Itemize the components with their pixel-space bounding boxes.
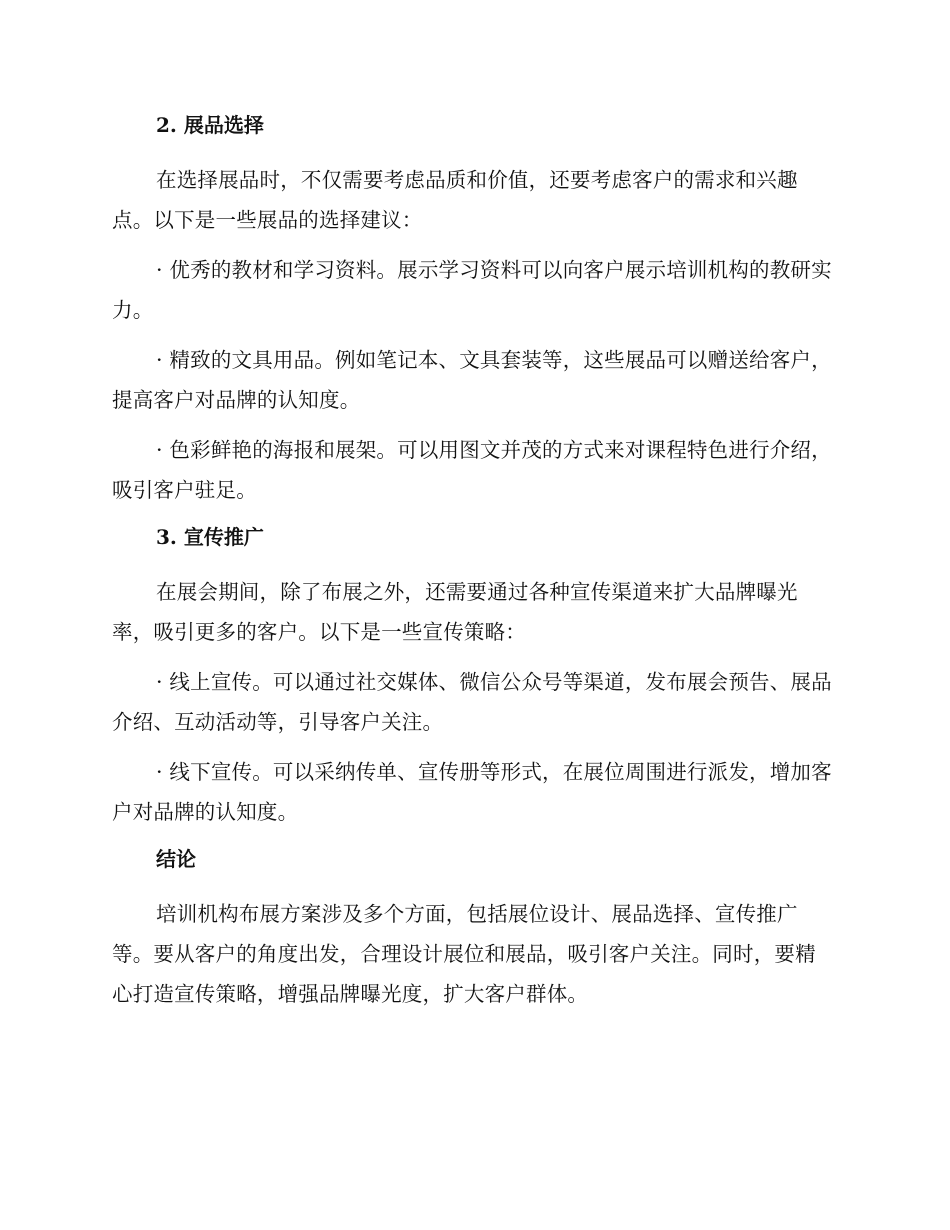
paragraph-conclusion: 培训机构布展方案涉及多个方面，包括展位设计、展品选择、宣传推广等。要从客户的角度出发，合理设计展位和展品，吸引客户关注。同时，要精心打造宣传策略，增强品牌曝光度，扩大客户群体。 — [112, 902, 816, 1006]
bullet-stationery: · 精致的文具用品。例如笔记本、文具套装等，这些展品可以赠送给客户，提高客户对品牌的认知度。 — [112, 348, 832, 412]
section-heading-exhibit-selection: 2. 展品选择 — [156, 113, 264, 137]
bullet-teaching-materials: · 优秀的教材和学习资料。展示学习资料可以向客户展示培训机构的教研实力。 — [112, 258, 832, 322]
section-heading-conclusion: 结论 — [156, 847, 196, 871]
bullet-offline-promotion: · 线下宣传。可以采纳传单、宣传册等形式，在展位周围进行派发，增加客户对品牌的认知度。 — [112, 760, 832, 824]
section-heading-promotion: 3. 宣传推广 — [156, 525, 264, 549]
paragraph-promotion-intro: 在展会期间，除了布展之外，还需要通过各种宣传渠道来扩大品牌曝光率，吸引更多的客户。以下是一些宣传策略： — [112, 580, 798, 644]
bullet-online-promotion: · 线上宣传。可以通过社交媒体、微信公众号等渠道，发布展会预告、展品介绍、互动活动等，引导客户关注。 — [112, 670, 832, 734]
document-content — [112, 108, 834, 1024]
bullet-posters: · 色彩鲜艳的海报和展架。可以用图文并茂的方式来对课程特色进行介绍，吸引客户驻足。 — [112, 438, 832, 502]
paragraph-exhibit-intro: 在选择展品时，不仅需要考虑品质和价值，还要考虑客户的需求和兴趣点。以下是一些展品的选择建议： — [112, 168, 798, 232]
